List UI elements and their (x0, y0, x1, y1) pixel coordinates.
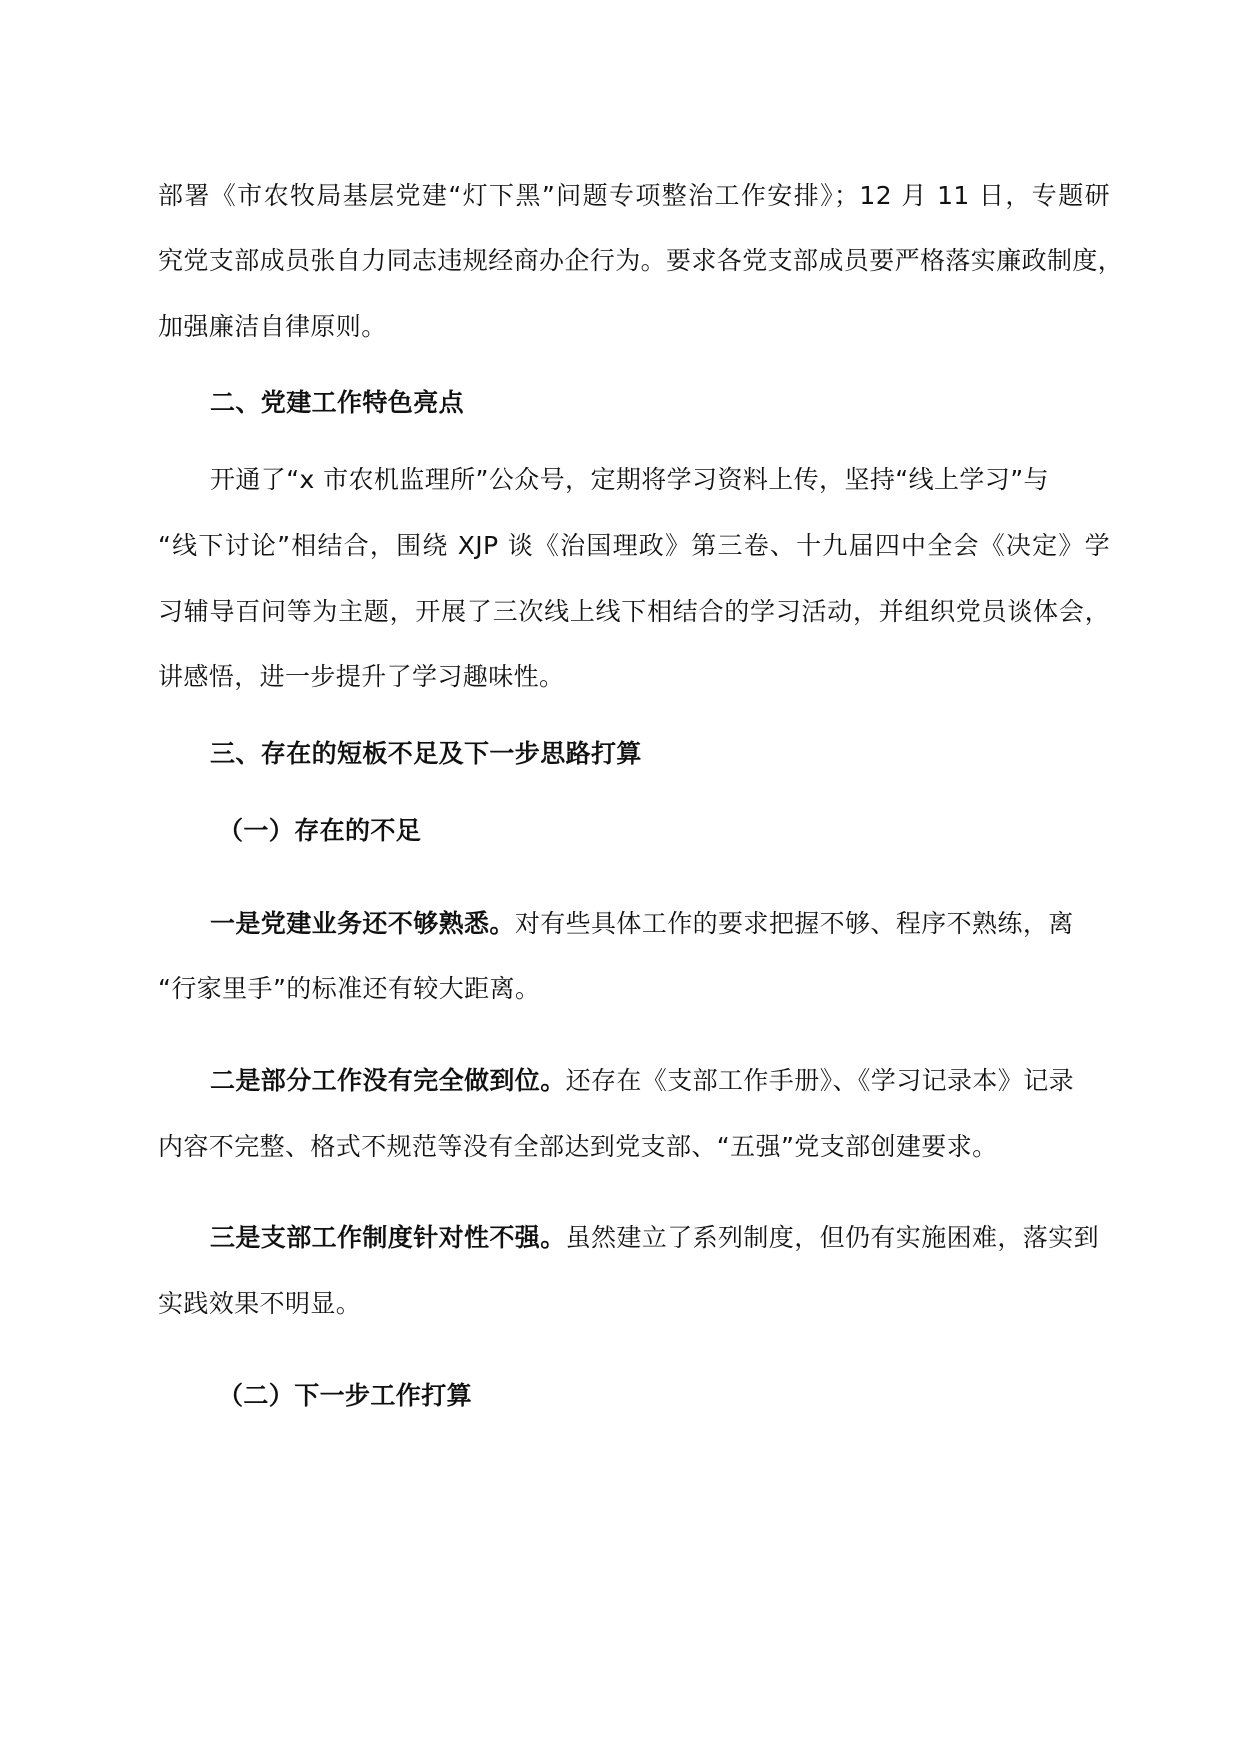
item2-line2: 内容不完整、格式不规范等没有全部达到党支部、“五强”党支部创建要求。 (158, 1132, 998, 1161)
para2-line1: 开通了“x 市农机监理所”公众号，定期将学习资料上传，坚持“线上学习”与 (210, 465, 1049, 494)
item3-lead: 三是支部工作制度针对性不强。 (210, 1223, 566, 1252)
item1-line2: “行家里手”的标准还有较大距离。 (158, 974, 541, 1003)
item3-line2: 实践效果不明显。 (158, 1289, 362, 1318)
para1-line2: 究党支部成员张自力同志违规经商办企行为。要求各党支部成员要严格落实廉政制度， (158, 246, 1124, 275)
item1-line1 (210, 906, 1074, 942)
para1-line1: 部署《市农牧局基层党建“灯下黑”问题专项整治工作安排》；12 月 11 日，专题研 (158, 181, 1110, 210)
item1-lead: 一是党建业务还不够熟悉。 (210, 909, 515, 938)
para1-line3: 加强廉洁自律原则。 (158, 312, 387, 341)
item1-text: 对有些具体工作的要求把握不够、程序不熟练，离 (514, 909, 1074, 938)
para2-line4: 讲感悟，进一步提升了学习趣味性。 (158, 662, 565, 691)
subheading-1: （一）存在的不足 (218, 816, 422, 845)
subheading-2: （二）下一步工作打算 (218, 1381, 473, 1410)
para2-line2: “线下讨论”相结合，围绕 XJP 谈《治国理政》第三卷、十九届四中全会《决定》学 (158, 531, 1110, 560)
item2-line1 (210, 1063, 1074, 1099)
item2-text: 还存在《支部工作手册》、《学习记录本》记录 (565, 1066, 1075, 1095)
para2-line3: 习辅导百问等为主题，开展了三次线上线下相结合的学习活动，并组织党员谈体会， (158, 597, 1110, 626)
item3-text: 虽然建立了系列制度，但仍有实施困难，落实到 (565, 1223, 1100, 1252)
section-heading-2: 二、党建工作特色亮点 (210, 388, 465, 417)
item3-line1 (210, 1220, 1099, 1256)
item2-lead: 二是部分工作没有完全做到位。 (210, 1066, 566, 1095)
section-heading-3: 三、存在的短板不足及下一步思路打算 (210, 739, 642, 768)
